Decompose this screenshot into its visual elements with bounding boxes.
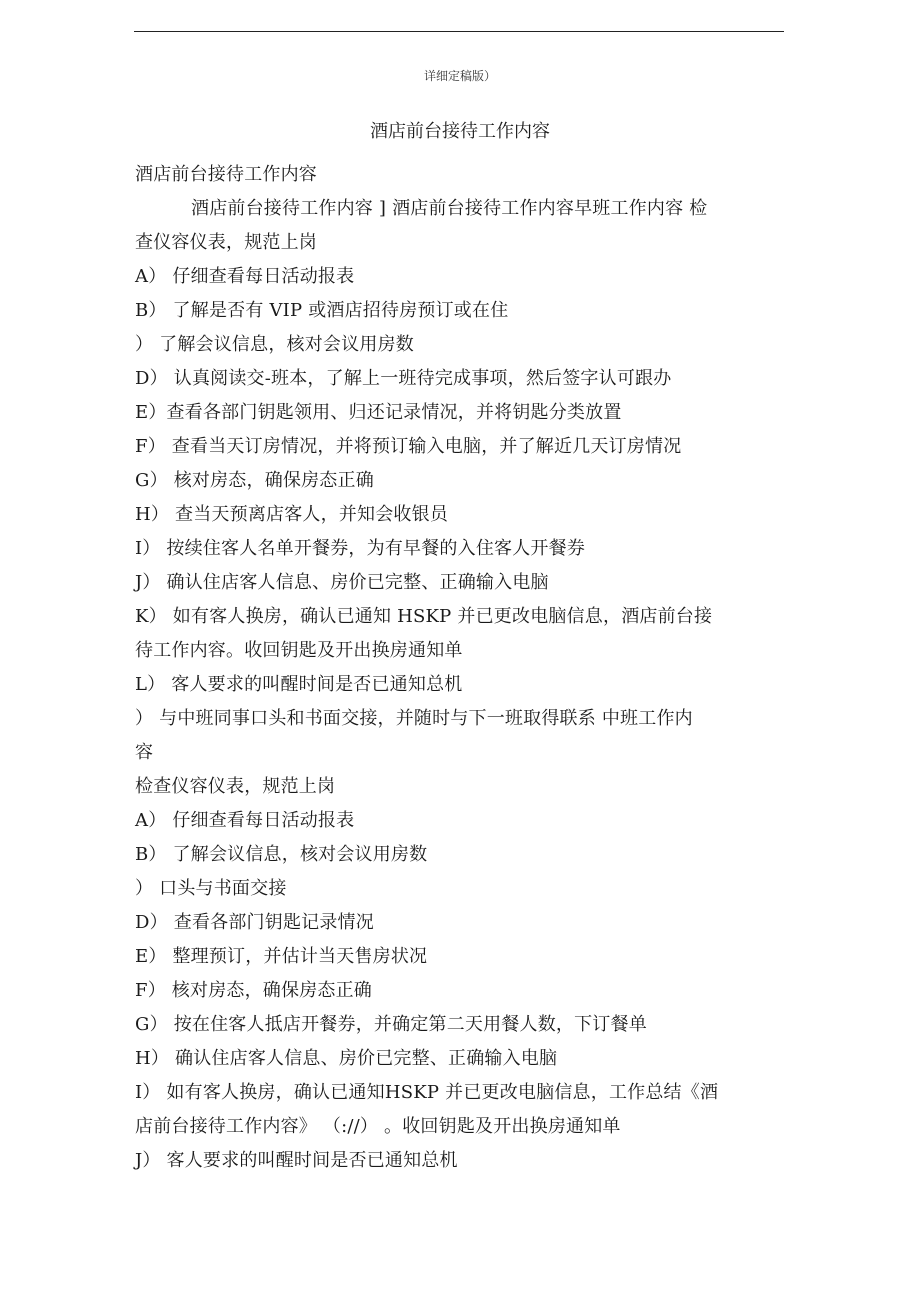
body-line: J） 客人要求的叫醒时间是否已通知总机 (135, 1150, 458, 1171)
body-line: B） 了解是否有 VIP 或酒店招待房预订或在住 (135, 300, 509, 321)
body-line: 酒店前台接待工作内容 ] 酒店前台接待工作内容早班工作内容 检 (191, 198, 708, 219)
body-line: 容 (135, 742, 154, 763)
body-line: 检查仪容仪表，规范上岗 (135, 776, 336, 797)
body-line: D） 认真阅读交-班本，了解上一班待完成事项，然后签字认可跟办 (135, 368, 672, 389)
body-line: D） 查看各部门钥匙记录情况 (135, 912, 374, 933)
body-line: F） 核对房态，确保房态正确 (135, 980, 373, 1001)
body-line: ） 了解会议信息，核对会议用房数 (135, 334, 414, 355)
body-line: L） 客人要求的叫醒时间是否已通知总机 (135, 674, 463, 695)
body-line: 待工作内容。收回钥匙及开出换房通知单 (135, 640, 463, 661)
body-line: ） 口头与书面交接 (135, 878, 287, 899)
body-line: G） 核对房态，确保房态正确 (135, 470, 374, 491)
body-line: 查仪容仪表，规范上岗 (135, 232, 317, 253)
body-line: H） 查当天预离店客人，并知会收银员 (135, 504, 449, 525)
body-line: J） 确认住店客人信息、房价已完整、正确输入电脑 (135, 572, 549, 593)
body-line: E）查看各部门钥匙领用、归还记录情况，并将钥匙分类放置 (135, 402, 622, 423)
body-line: ） 与中班同事口头和书面交接，并随时与下一班取得联系 中班工作内 (135, 708, 693, 729)
body-line: A） 仔细查看每日活动报表 (135, 810, 355, 831)
header-note: 详细定稿版） (423, 69, 496, 83)
body-line: I） 按续住客人名单开餐券，为有早餐的入住客人开餐券 (135, 538, 586, 559)
body-line: E） 整理预订，并估计当天售房状况 (135, 946, 428, 967)
body-line: H） 确认住店客人信息、房价已完整、正确输入电脑 (135, 1048, 558, 1069)
body-line: 店前台接待工作内容》 （://） 。收回钥匙及开出换房通知单 (135, 1116, 621, 1137)
body-line: B） 了解会议信息，核对会议用房数 (135, 844, 428, 865)
body-line: F） 查看当天订房情况，并将预订输入电脑，并了解近几天订房情况 (135, 436, 682, 457)
document-body (135, 158, 785, 1178)
document-title: 酒店前台接待工作内容 (370, 121, 550, 142)
body-line: A） 仔细查看每日活动报表 (135, 266, 355, 287)
body-line: K） 如有客人换房，确认已通知 HSKP 并已更改电脑信息，酒店前台接 (135, 606, 713, 627)
header-divider (134, 31, 784, 32)
body-line: I） 如有客人换房，确认已通知HSKP 并已更改电脑信息，工作总结《酒 (135, 1082, 719, 1103)
body-line: G） 按在住客人抵店开餐券，并确定第二天用餐人数，下订餐单 (135, 1014, 647, 1035)
body-line: 酒店前台接待工作内容 (135, 164, 317, 185)
